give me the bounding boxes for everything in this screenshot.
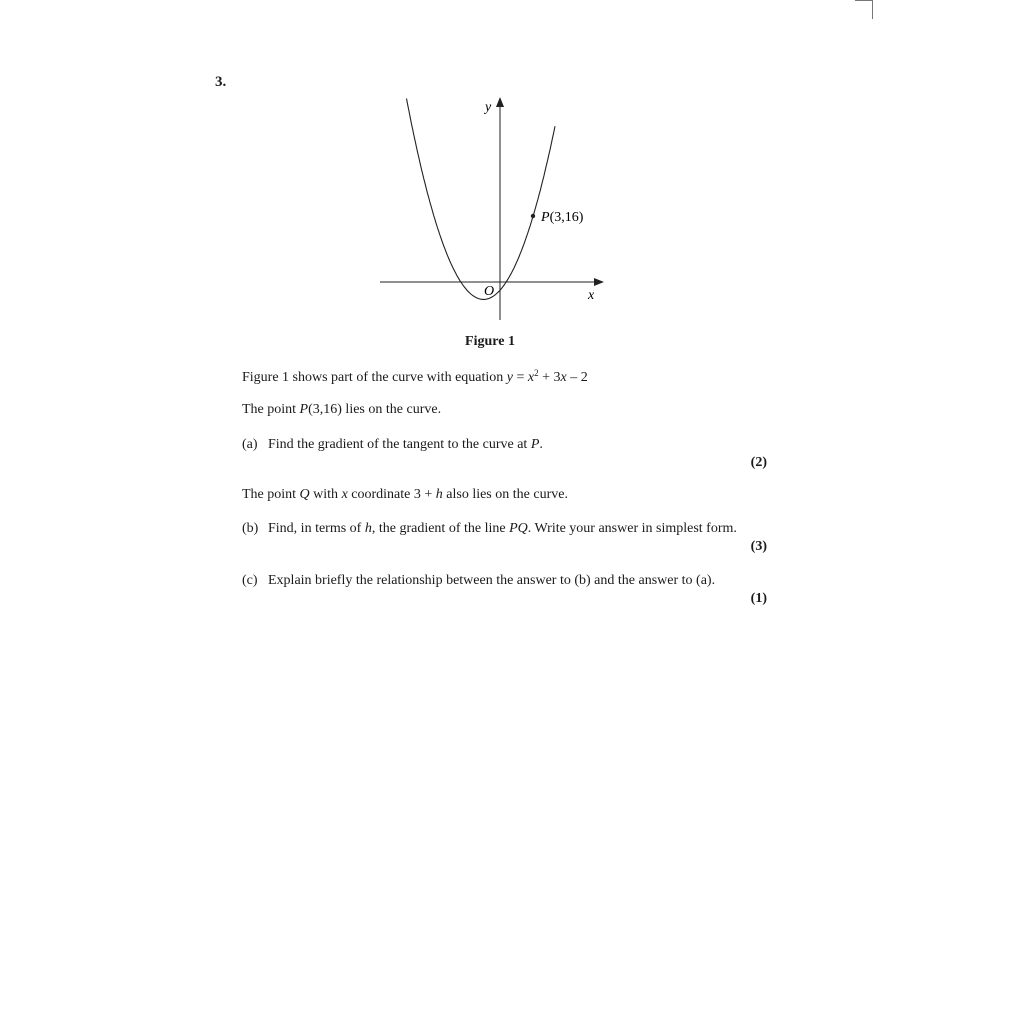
x-axis-label: x bbox=[588, 288, 595, 303]
crop-mark bbox=[855, 0, 873, 19]
part-c: (c) Explain briefly the relationship between the answer to (b) and the answer to (a). bbox=[242, 573, 716, 588]
origin-label: O bbox=[484, 284, 495, 299]
part-b: (b) Find, in terms of h, the gradient of the line PQ. Write your answer in simplest form. bbox=[242, 521, 737, 536]
y-axis-label: y bbox=[485, 100, 492, 115]
y-axis-arrow bbox=[496, 97, 504, 107]
part-a-marks: (2) bbox=[750, 455, 767, 470]
point-q-line: The point Q with x coordinate 3 + h also lies on the curve. bbox=[242, 487, 568, 502]
point-p-marker bbox=[531, 214, 535, 218]
parabola-curve bbox=[407, 99, 556, 300]
intro-point-line: The point P(3,16) lies on the curve. bbox=[242, 402, 442, 417]
part-b-marks: (3) bbox=[750, 539, 767, 554]
figure-caption: Figure 1 bbox=[465, 334, 515, 349]
part-c-marks: (1) bbox=[750, 591, 767, 606]
question-number: 3. bbox=[215, 74, 227, 90]
part-a: (a) Find the gradient of the tangent to the curve at P. bbox=[242, 437, 543, 452]
point-p-label: P(3,16) bbox=[541, 210, 584, 225]
intro-equation-line: Figure 1 shows part of the curve with equation $y = x^2 + 3x - 2$ bbox=[242, 368, 588, 385]
figure-1-graph bbox=[370, 92, 610, 324]
parabola-graph bbox=[370, 92, 610, 324]
x-axis-arrow bbox=[594, 278, 604, 286]
